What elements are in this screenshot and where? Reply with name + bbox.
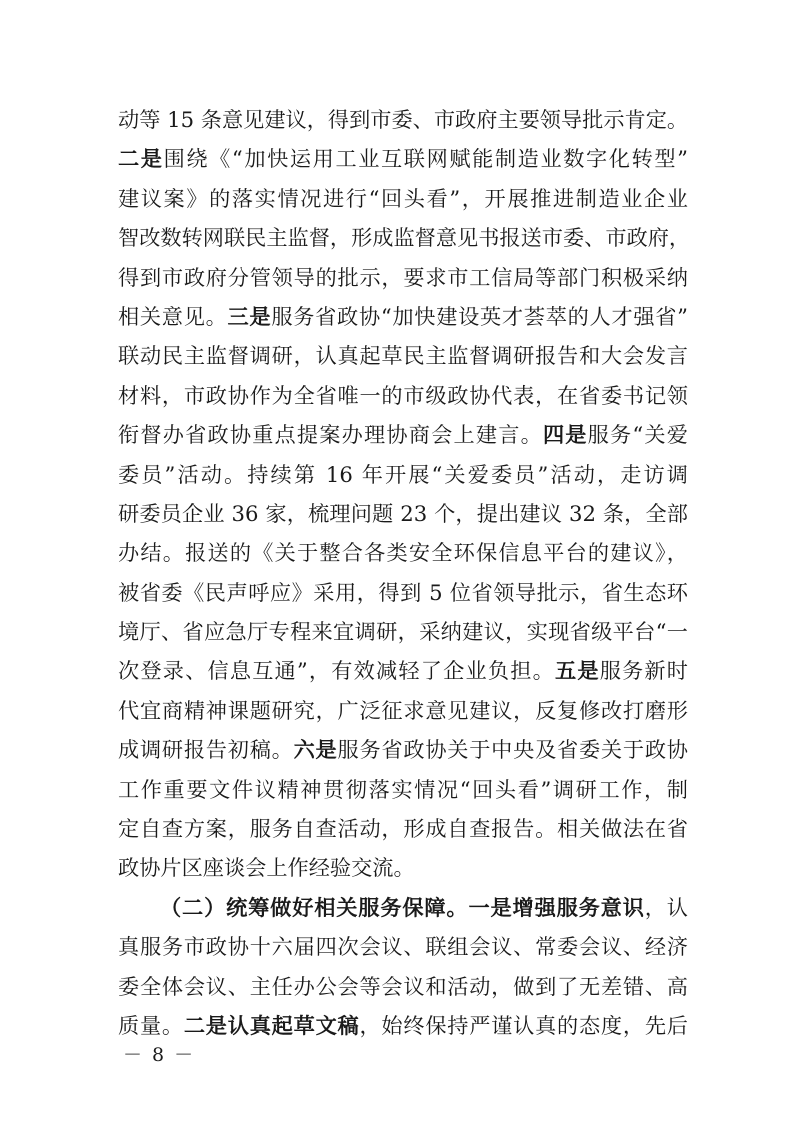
text-segment: 服务省政协关于中央及省委关于政协 bbox=[337, 737, 688, 763]
text-segment: 相关意见。 bbox=[118, 303, 228, 329]
text-segment: 次登录、信息互通”，有效减轻了企业负担。 bbox=[118, 658, 555, 684]
text-line bbox=[118, 218, 691, 257]
text-segment: 定自查方案，服务自查活动，形成自查报告。相关做法在省 bbox=[118, 816, 688, 842]
text-segment: 围绕《“加快运用工业互联网赋能制造业数字化转型” bbox=[163, 146, 688, 172]
text-segment: 建议案》的落实情况进行“回头看”，开展推进制造业企业 bbox=[118, 185, 688, 211]
text-line bbox=[118, 770, 688, 809]
bold-text-segment: （二）统筹做好相关服务保障。 bbox=[160, 894, 469, 920]
body-text bbox=[118, 100, 691, 1045]
text-segment: 研委员企业 36 家，梳理问题 23 个，提出建议 32 条，全部 bbox=[118, 500, 688, 526]
text-segment: 办结。报送的《关于整合各类安全环保信息平台的建议》， bbox=[118, 540, 688, 566]
text-line bbox=[118, 809, 688, 848]
text-segment: 境厅、省应急厅专程来宜调研，采纳建议，实现省级平台“一 bbox=[118, 619, 688, 645]
bold-text-segment: 三是 bbox=[227, 303, 272, 329]
text-line bbox=[118, 691, 688, 730]
bold-text-segment: 二是认真起草文稿 bbox=[183, 1012, 360, 1038]
text-line bbox=[118, 179, 688, 218]
bold-text-segment: 二是 bbox=[118, 146, 164, 172]
text-segment: 服务省政协“加快建设英才荟萃的人才强省” bbox=[271, 303, 688, 329]
bold-text-segment: 六是 bbox=[293, 737, 338, 763]
text-line bbox=[118, 573, 688, 612]
text-line bbox=[118, 533, 688, 572]
text-segment: 材料，市政协作为全省唯一的市级政协代表，在省委书记领 bbox=[118, 382, 688, 408]
text-segment: 得到市政府分管领导的批示，要求市工信局等部门积极采纳 bbox=[118, 264, 688, 290]
text-line bbox=[118, 927, 688, 966]
text-line bbox=[118, 336, 688, 375]
text-segment: 联动民主监督调研，认真起草民主监督调研报告和大会发言 bbox=[118, 343, 688, 369]
text-line bbox=[118, 415, 688, 454]
text-line bbox=[118, 730, 688, 769]
text-segment: 成调研报告初稿。 bbox=[118, 737, 294, 763]
text-segment: 真服务市政协十六届四次会议、联组会议、常委会议、经济 bbox=[118, 934, 688, 960]
text-line bbox=[118, 297, 688, 336]
bold-text-segment: 四是 bbox=[542, 422, 588, 448]
text-segment: 委全体会议、主任办公会等会议和活动，做到了无差错、高 bbox=[118, 973, 688, 999]
text-segment: 服务新时 bbox=[599, 658, 688, 684]
text-segment: 工作重要文件议精神贯彻落实情况“回头看”调研工作，制 bbox=[118, 776, 688, 802]
text-segment: 质量。 bbox=[118, 1012, 184, 1038]
text-line bbox=[118, 967, 688, 1006]
text-segment: 委员”活动。持续第 16 年开展“关爱委员”活动，走访调 bbox=[118, 461, 688, 487]
text-segment: ，始终保持严谨认真的态度，先后 bbox=[359, 1012, 688, 1038]
text-line bbox=[118, 1006, 688, 1045]
text-line bbox=[118, 888, 688, 927]
text-line bbox=[118, 139, 688, 178]
text-line bbox=[118, 455, 688, 494]
bold-text-segment: 五是 bbox=[554, 658, 600, 684]
text-segment: 智改数转网联民主监督，形成监督意见书报送市委、市政府， bbox=[118, 225, 691, 251]
bold-text-segment: 一是增强服务意识 bbox=[468, 894, 645, 920]
text-segment: 动等 15 条意见建议，得到市委、市政府主要领导批示肯定。 bbox=[118, 107, 689, 132]
page-number-label: － 8 － bbox=[123, 1044, 196, 1066]
text-line bbox=[118, 612, 688, 651]
text-line bbox=[118, 258, 688, 297]
text-line bbox=[118, 100, 688, 139]
text-segment: 政协片区座谈会上作经验交流。 bbox=[118, 855, 415, 881]
text-segment: 代宜商精神课题研究，广泛征求意见建议，反复修改打磨形 bbox=[118, 697, 688, 723]
text-segment: 衔督办省政协重点提案办理协商会上建言。 bbox=[118, 422, 543, 448]
text-segment: 服务“关爱 bbox=[587, 422, 688, 448]
text-line bbox=[118, 651, 688, 690]
text-line bbox=[118, 848, 688, 887]
text-line bbox=[118, 376, 688, 415]
text-segment: 被省委《民声呼应》采用，得到 5 位省领导批示，省生态环 bbox=[118, 579, 688, 605]
text-line bbox=[118, 494, 688, 533]
text-segment: ，认 bbox=[644, 894, 688, 920]
